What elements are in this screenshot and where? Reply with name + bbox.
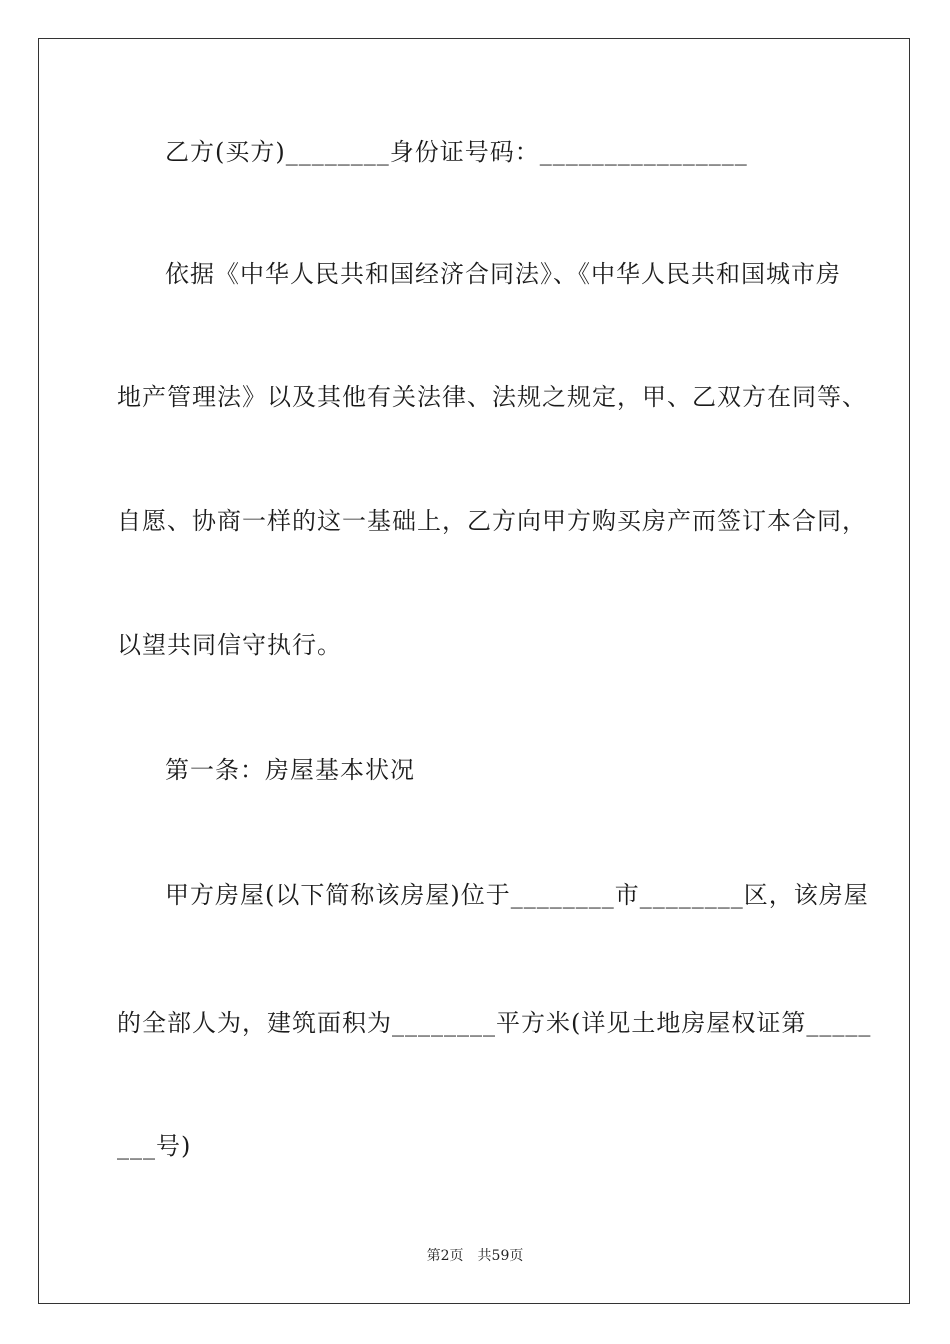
page-border (38, 38, 910, 1304)
buyer-info-line: 乙方(买方)________身份证号码：________________ (165, 138, 748, 166)
paragraph-basis-line-2: 地产管理法》以及其他有关法律、法规之规定，甲、乙双方在同等、 (117, 383, 867, 411)
paragraph-basis-line-1: 依据《中华人民共和国经济合同法》、《中华人民共和国城市房 (165, 260, 841, 288)
property-location-line-2: 的全部人为，建筑面积为________平方米(详见土地房屋权证第_____ (117, 1009, 872, 1037)
page-number-footer: 第2页 共59页 (426, 1248, 524, 1264)
paragraph-basis-line-4: 以望共同信守执行。 (117, 631, 342, 659)
paragraph-basis-line-3: 自愿、协商一样的这一基础上，乙方向甲方购买房产而签订本合同， (117, 507, 867, 535)
property-location-line-1: 甲方房屋(以下简称该房屋)位于________市________区，该房屋 (165, 881, 869, 909)
property-location-line-3: ___号) (117, 1132, 192, 1160)
article-1-heading: 第一条：房屋基本状况 (165, 756, 415, 784)
